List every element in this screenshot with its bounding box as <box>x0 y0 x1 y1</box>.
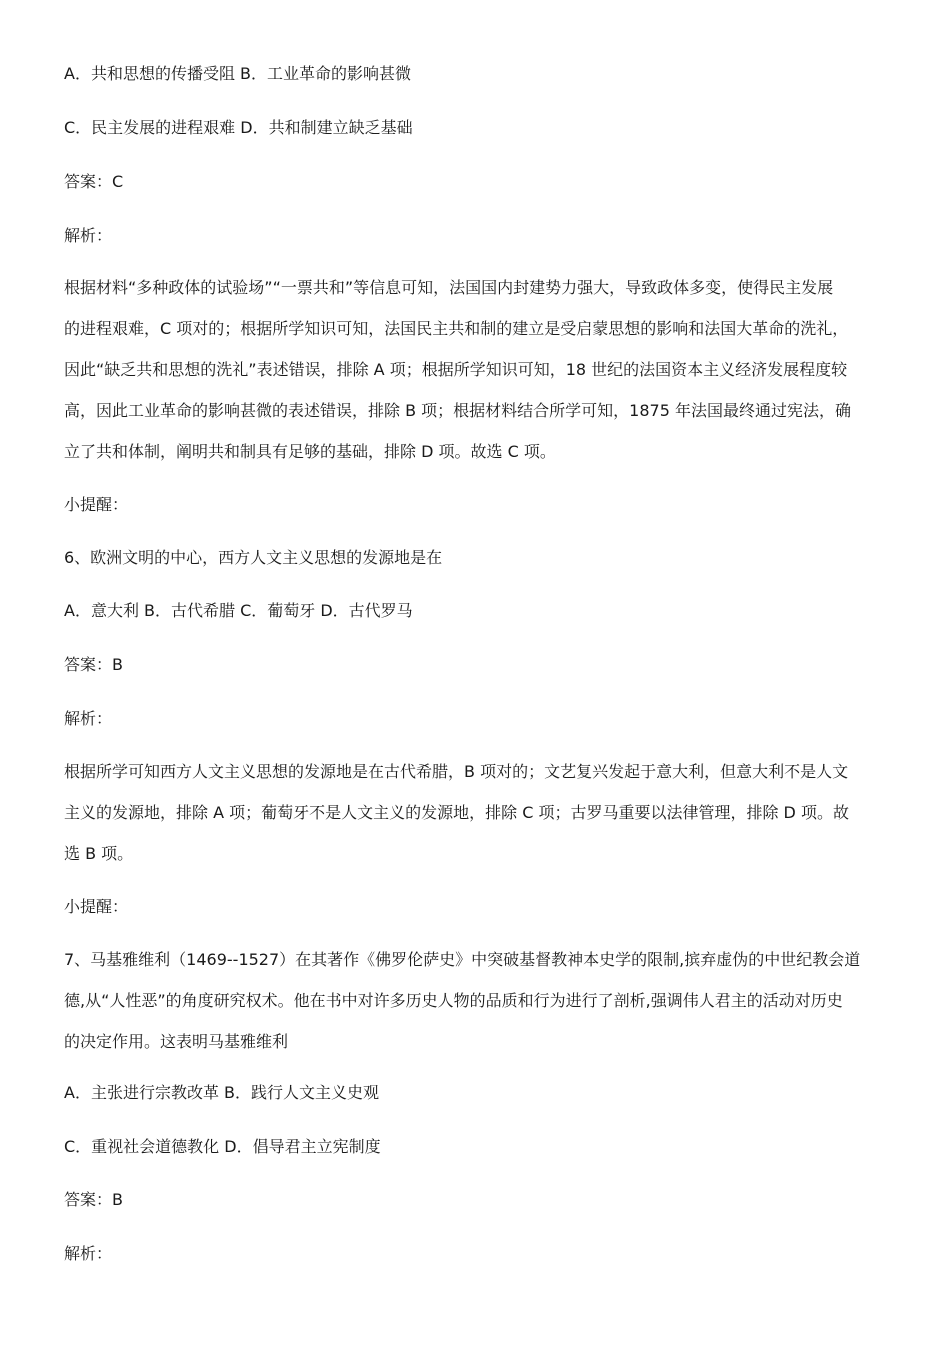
q5-analysis-label: 解析： <box>64 226 113 245</box>
q7-analysis-label: 解析： <box>64 1244 113 1263</box>
q6-analysis-paragraph <box>64 751 894 874</box>
q5-analysis-line: 根据材料“多种政体的试验场”“一票共和”等信息可知，法国国内封建势力强大，导致政体多变，使得民主发展 <box>64 278 834 297</box>
q5-options-ab: A．共和思想的传播受阻 B．工业革命的影响甚微 <box>64 64 412 83</box>
q5-analysis-line: 因此“缺乏共和思想的洗礼”表述错误，排除 A 项；根据所学知识可知，18 世纪的法国资本主义经济发展程度较 <box>64 360 848 379</box>
q6-answer: 答案：B <box>64 655 123 674</box>
q5-analysis-line: 立了共和体制，阐明共和制具有足够的基础，排除 D 项。故选 C 项。 <box>64 442 556 461</box>
q6-question: 6、欧洲文明的中心，西方人文主义思想的发源地是在 <box>64 548 443 567</box>
q5-analysis-line: 的进程艰难，C 项对的；根据所学知识可知，法国民主共和制的建立是受启蒙思想的影响和法国大革命的洗礼， <box>64 319 849 338</box>
q7-question-paragraph <box>64 939 894 1062</box>
q7-question-line: 7、马基雅维利（1469--1527）在其著作《佛罗伦萨史》中突破基督教神本史学的限制,摈弃虚伪的中世纪教会道 <box>64 950 861 969</box>
q7-answer: 答案：B <box>64 1190 123 1209</box>
q5-options-cd: C．民主发展的进程艰难 D．共和制建立缺乏基础 <box>64 118 413 137</box>
q6-analysis-line: 根据所学可知西方人文主义思想的发源地是在古代希腊，B 项对的；文艺复兴发起于意大利，但意大利不是人文 <box>64 762 849 781</box>
q7-question-line: 德,从“人性恶”的角度研究权术。他在书中对许多历史人物的品质和行为进行了剖析,强调伟人君主的活动对历史 <box>64 991 843 1010</box>
q6-tip-label: 小提醒： <box>64 897 129 916</box>
q5-analysis-paragraph <box>64 267 894 472</box>
q5-analysis-line: 高，因此工业革命的影响甚微的表述错误，排除 B 项；根据材料结合所学可知，1875 年法国最终通过宪法，确 <box>64 401 851 420</box>
q7-question-line: 的决定作用。这表明马基雅维利 <box>64 1032 289 1051</box>
q5-answer: 答案：C <box>64 172 124 191</box>
q6-analysis-line: 主义的发源地，排除 A 项；葡萄牙不是人文主义的发源地，排除 C 项；古罗马重要以法律管理，排除 D 项。故 <box>64 803 849 822</box>
q6-options: A．意大利 B．古代希腊 C．葡萄牙 D．古代罗马 <box>64 601 413 620</box>
q5-tip-label: 小提醒： <box>64 495 129 514</box>
q6-analysis-line: 选 B 项。 <box>64 844 134 863</box>
q6-analysis-label: 解析： <box>64 709 113 728</box>
q7-options-ab: A．主张进行宗教改革 B．践行人文主义史观 <box>64 1083 380 1102</box>
q7-options-cd: C．重视社会道德教化 D．倡导君主立宪制度 <box>64 1137 381 1156</box>
